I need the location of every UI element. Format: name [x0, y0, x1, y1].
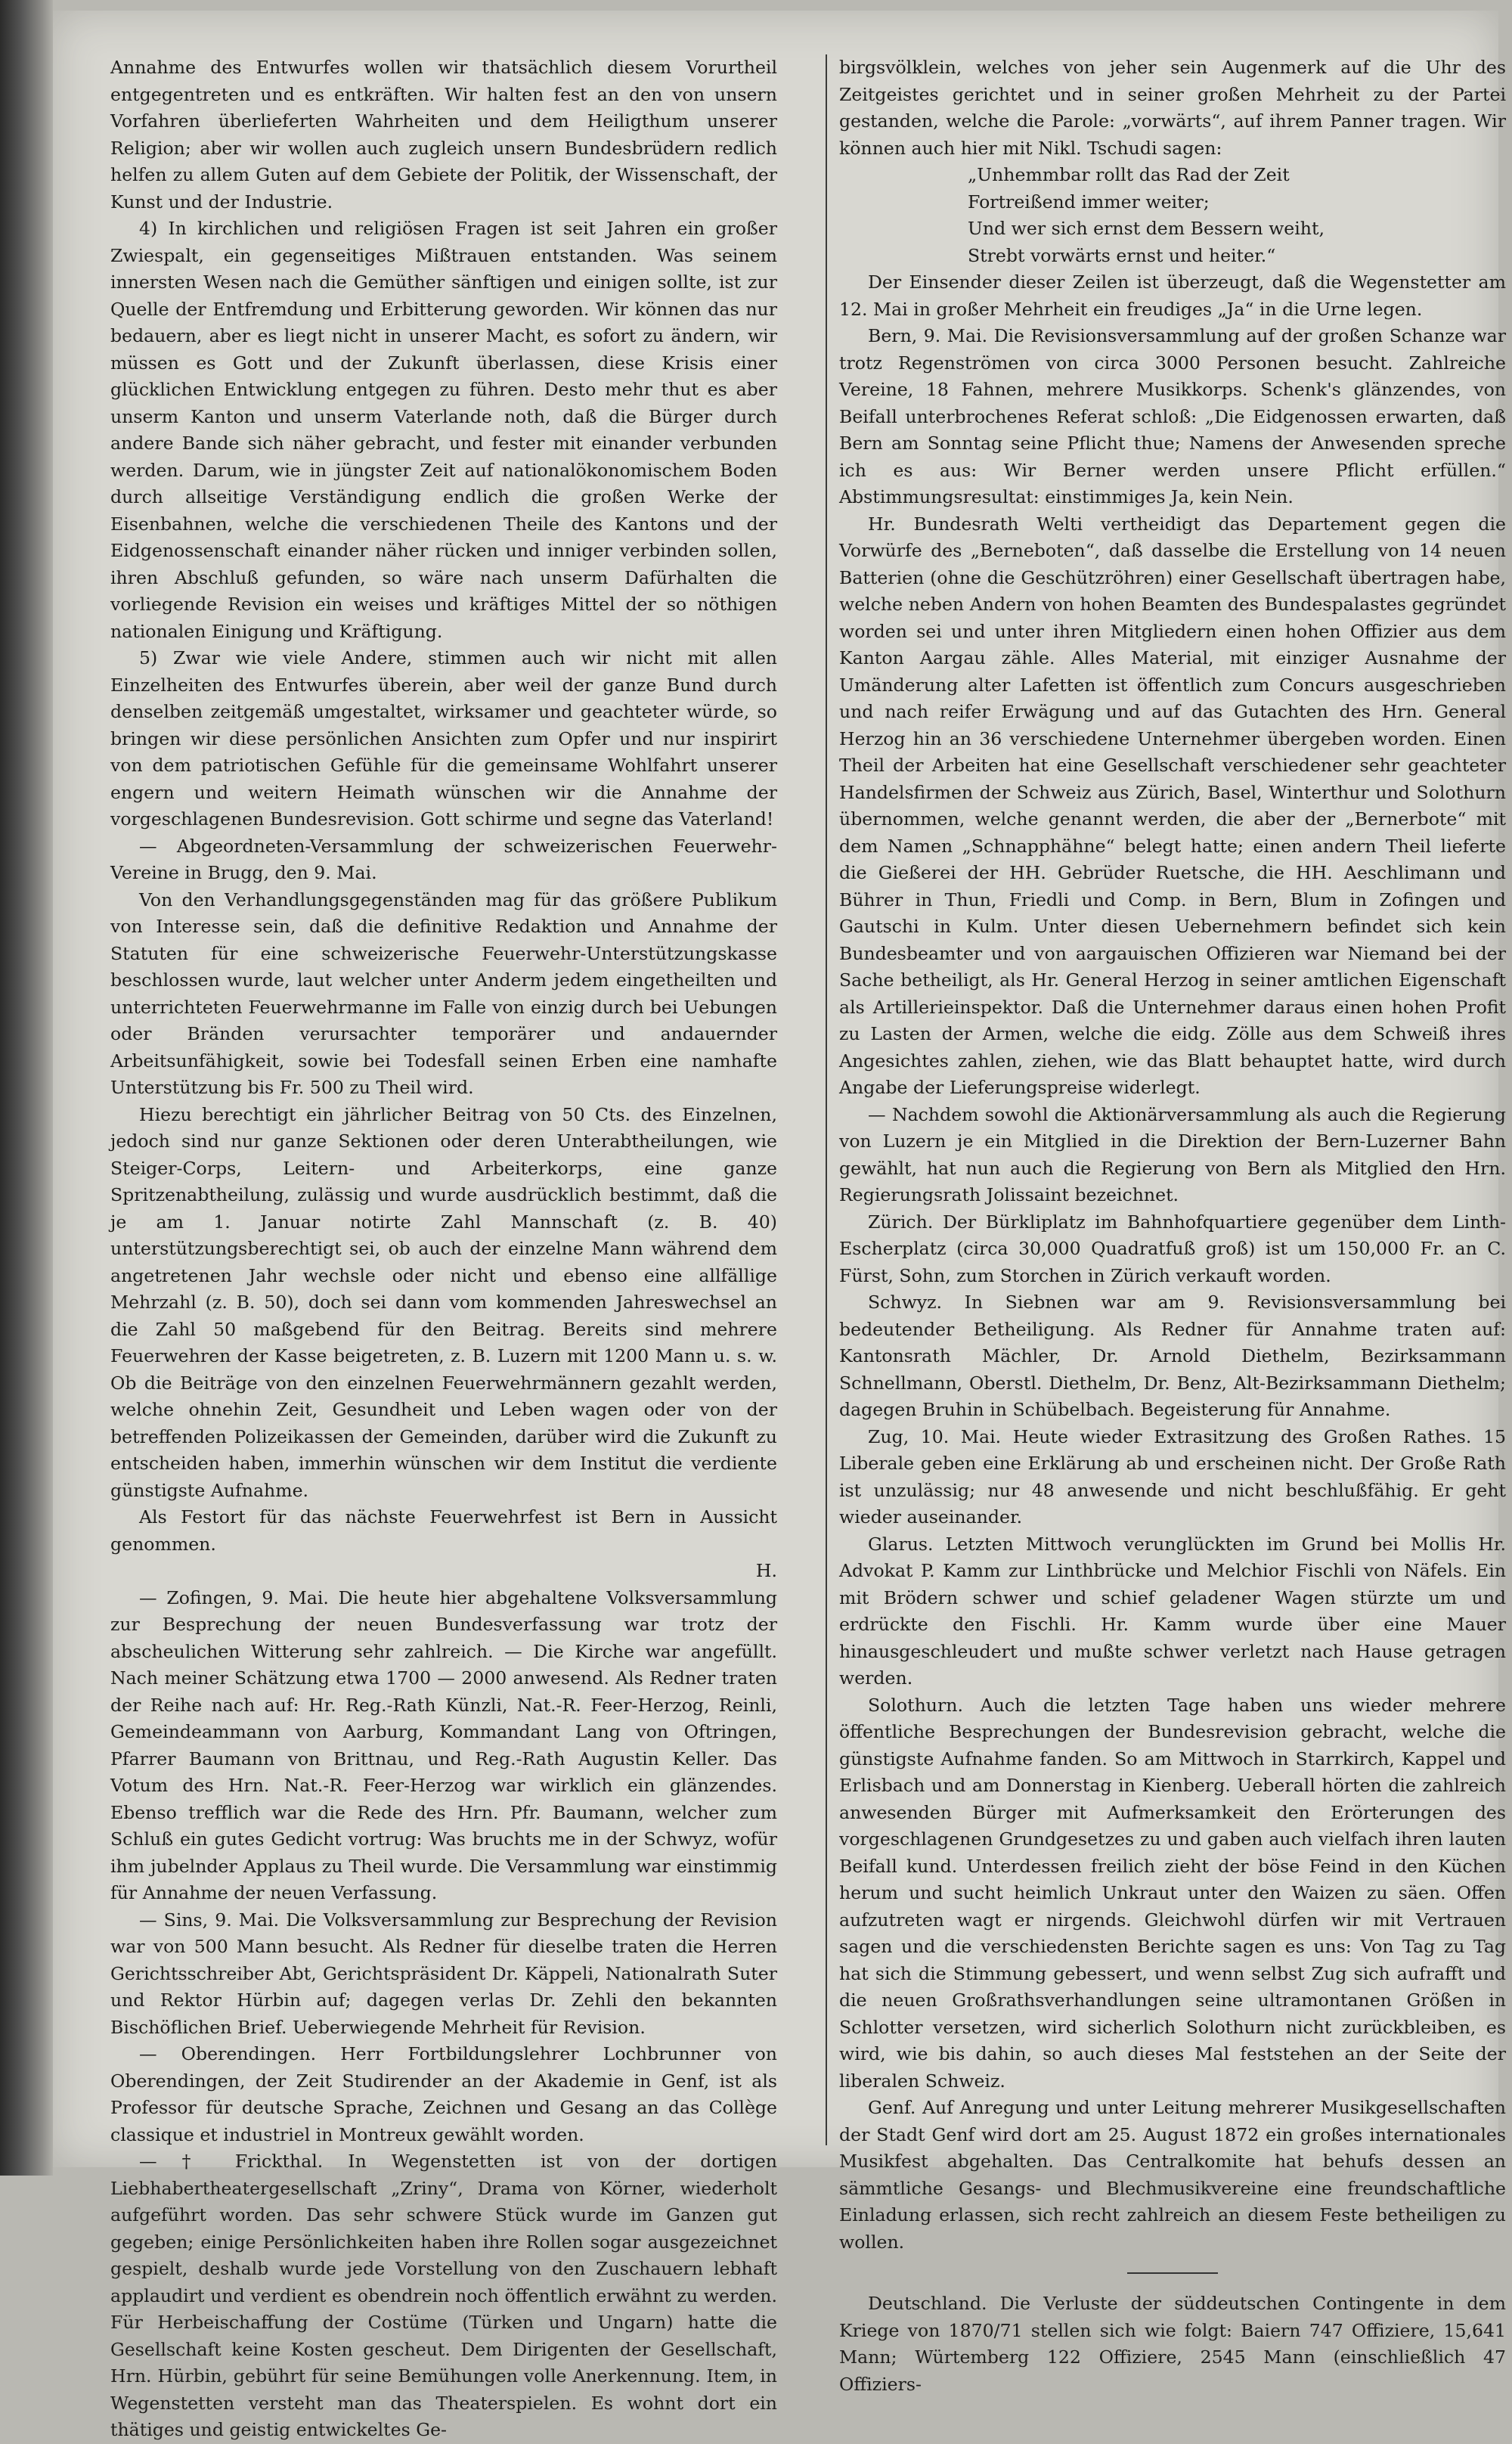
paragraph: Bern, 9. Mai. Die Revisionsversammlung auf der großen Schanze war trotz Regenströmen von circa 3000 Personen besucht. Zahlreiche Vereine, 18 Fahnen, mehrere Musikkorps. Schenk's glänzendes, von Beifall unterbrochenes Referat schloß: „Die Eidgenossen erwarten, daß Bern am Sonntag seine Pflicht thue; Namens der Anwesenden spreche ich es aus: Wir Berner werden unsere Pflicht erfüllen.“ Abstimmungsresultat: einstimmiges Ja, kein Nein.: [839, 325, 1506, 507]
paragraph: — Abgeordneten-Versammlung der schweizerischen Feuerwehr-Vereine in Brugg, den 9. Mai.: [110, 835, 777, 883]
paragraph: Schwyz. In Siebnen war am 9. Revisionsversammlung bei bedeutender Betheiligung. Als Redner für Annahme traten auf: Kantonsrath Mächler, Dr. Arnold Diethelm, Bezirksammann Schnellmann, Oberstl. Diethelm, Dr. Benz, Alt-Bezirksammann Diethelm; dagegen Bruhin in Schübelbach. Begeisterung für Annahme.: [839, 1292, 1506, 1420]
paragraph: — Sins, 9. Mai. Die Volksversammlung zur Besprechung der Revision war von 500 Mann besucht. Als Redner für dieselbe traten die Herren Gerichtsschreiber Abt, Gerichtspräsident Dr. Käppeli, Nationalrath Suter und Rektor Hürbin auf; dagegen verlas Dr. Zehli den bekannten Bischöflichen Brief. Ueberwiegende Mehrheit für Revision.: [110, 1909, 777, 2038]
verse-line: Und wer sich ernst dem Bessern weiht,: [968, 218, 1325, 239]
paragraph: Deutschland. Die Verluste der süddeutschen Contingente in dem Kriege von 1870/71 stellen sich wie folgt: Baiern 747 Offiziere, 15,641 Mann; Würtemberg 122 Offiziere, 2545 Mann (einschließlich 47 Offiziers-: [839, 2293, 1506, 2395]
paragraph: Hr. Bundesrath Welti vertheidigt das Departement gegen die Vorwürfe des „Berneboten“, daß dasselbe die Erstellung von 14 neuen Batterien (ohne die Geschützröhren) einer Gesellschaft übertragen habe, welche neben Andern von hohen Beamten des Bundespalastes gegründet worden sei und unter ihren Mitgliedern einen hohen Offizier aus dem Kanton Aargau zähle. Alles Material, mit einziger Ausnahme der Umänderung alter Lafetten ist öffentlich zum Concurs ausgeschrieben und nach reifer Erwägung und auf das Gutachten des Hrn. General Herzog hin an 36 verschiedene Unternehmer übergeben worden. Einen Theil der Arbeiten hat eine Gesellschaft verschiedener sehr geachteter Handelsfirmen der Schweiz aus Zürich, Basel, Winterthur und Solothurn übernommen, welche genannt werden, die aber der „Bernerbote“ mit dem Namen „Schnapphähne“ belegt hatte; einen andern Theil lieferte die Gießerei der HH. Gebrüder Ruetsche, die HH. Aeschlimann und Bührer in Thun, Friedli und Comp. in Bern, Blum in Zofingen und Gautschi in Kulm. Unter diesen Uebernehmern befindet sich kein Bundesbeamter und von aargauischen Offizieren war Niemand bei der Sache betheiligt, als Hr. General Herzog in seiner amtlichen Eigenschaft als Artillerieinspektor. Daß die Unternehmer daraus einen hohen Profit zu Lasten der Armen, welche die eidg. Zölle aus dem Schweiß ihres Angesichtes zahlen, ziehen, wie das Blatt behauptet hatte, wird durch Angabe der Lieferungspreise widerlegt.: [839, 513, 1506, 1098]
paragraph: Genf. Auf Anregung und unter Leitung mehrerer Musikgesellschaften der Stadt Genf wird dort am 25. August 1872 ein großes internationales Musikfest abgehalten. Das Centralkomite hat behufs dessen an sämmtliche Gesangs- und Blechmusikvereine eine freundschaftliche Einladung erlassen, sich recht zahlreich an diesem Feste betheiligen zu wollen.: [839, 2097, 1506, 2253]
paragraph: 5) Zwar wie viele Andere, stimmen auch wir nicht mit allen Einzelheiten des Entwurfes überein, aber weil der ganze Bund durch denselben zeitgemäß umgestaltet, wirksamer und geachteter würde, so bringen wir diese persönlichen Ansichten zum Opfer und nur inspirirt von dem patriotischen Gefühle für die gemeinsame Wohlfahrt unserer engern und weitern Heimath wünschen wir die Annahme der vorgeschlagenen Bundesrevision. Gott schirme und segne das Vaterland!: [110, 647, 777, 830]
paragraph: — † Frickthal. In Wegenstetten ist von der dortigen Liebhabertheatergesellschaft „Zriny“, Drama von Körner, wiederholt aufgeführt worden. Das sehr schwere Stück wurde im Ganzen gut gegeben; einige Persönlichkeiten haben ihre Rollen sogar ausgezeichnet gespielt, deshalb wurde jede Vorstellung von den Zuschauern lebhaft applaudirt und verdient es obendrein noch öffentlich erwähnt zu werden. Für Herbeischaffung der Costüme (Türken und Ungarn) hatte die Gesellschaft keine Kosten gescheut. Dem Dirigenten der Gesellschaft, Hrn. Hürbin, gebührt für seine Bemühungen volle Anerkennung. Item, in Wegenstetten versteht man das Theaterspielen. Es wohnt dort ein thätiges und geistig entwickeltes Ge-: [110, 2151, 777, 2440]
paragraph: — Nachdem sowohl die Aktionärversammlung als auch die Regierung von Luzern je ein Mitglied in die Direktion der Bern-Luzerner Bahn gewählt, hat nun auch die Regierung von Bern als Mitglied den Hrn. Regierungsrath Jolissaint bezeichnet.: [839, 1103, 1506, 1205]
verse-line: Strebt vorwärts ernst und heiter.“: [968, 244, 1276, 266]
right-column: [839, 54, 1506, 2395]
column-divider: [826, 54, 827, 2145]
paragraph: Der Einsender dieser Zeilen ist überzeugt, daß die Wegenstetter am 12. Mai in großer Mehrheit ein freudiges „Ja“ in die Urne legen.: [839, 271, 1506, 320]
paragraph: — Oberendingen. Herr Fortbildungslehrer Lochbrunner von Oberendingen, der Zeit Studirender an der Akademie in Genf, ist als Professor für deutsche Sprache, Zeichnen und Gesang an das Collège classique et industriel in Montreux gewählt worden.: [110, 2043, 777, 2145]
paragraph: Glarus. Letzten Mittwoch verunglückten im Grund bei Mollis Hr. Advokat P. Kamm zur Linthbrücke und Melchior Fischli von Näfels. Ein mit Brödern schwer und schief geladener Wagen stürzte um und erdrückte den Fischli. Hr. Kamm wurde über eine Mauer hinausgeschleudert und mußte schwer verletzt nach Hause getragen werden.: [839, 1533, 1506, 1689]
paragraph: Solothurn. Auch die letzten Tage haben uns wieder mehrere öffentliche Besprechungen der Bundesrevision gebracht, welche die günstigste Aufnahme fanden. So am Mittwoch in Starrkirch, Kappel und Erlisbach und am Donnerstag in Kienberg. Ueberall hörten die zahlreich anwesenden Bürger mit Aufmerksamkeit den Erörterungen des vorgeschlagenen Grundgesetzes zu und gaben auch vielfach ihren lauten Beifall kund. Unterdessen freilich zieht der böse Feind in den Küchen herum und sucht heimlich Unkraut unter den Waizen zu säen. Offen aufzutreten wagt er nirgends. Gleichwohl dürfen wir mit Vertrauen sagen und die verschiedensten Berichte sagen es uns: Von Tag zu Tag hat sich die Stimmung gebessert, und wenn selbst Zug sich aufrafft und die neuen Großrathsverhandlungen seine ultramontanen Größen in Schlotter versetzen, wird sicherlich Solothurn nicht zurückbleiben, es wird, wie bis dahin, so auch dieses Mal feststehen an der Seite der liberalen Schweiz.: [839, 1694, 1506, 2092]
paragraph: — Zofingen, 9. Mai. Die heute hier abgehaltene Volksversammlung zur Besprechung der neuen Bundesverfassung war trotz der abscheulichen Witterung sehr zahlreich. — Die Kirche war angefüllt. Nach meiner Schätzung etwa 1700 — 2000 anwesend. Als Redner traten der Reihe nach auf: Hr. Reg.-Rath Künzli, Nat.-R. Feer-Herzog, Reinli, Gemeindeammann von Aarburg, Kommandant Lang von Oftringen, Pfarrer Baumann von Brittnau, und Reg.-Rath Augustin Keller. Das Votum des Hrn. Nat.-R. Feer-Herzog war wirklich ein glänzendes. Ebenso trefflich war die Rede des Hrn. Pfr. Baumann, welcher zum Schluß ein gutes Gedicht vortrug: Was bruchts me in der Schwyz, wofür ihm jubelnder Applaus zu Theil wurde. Die Versammlung war einstimmig für Annahme der neuen Verfassung.: [110, 1586, 777, 1903]
section-separator: [1127, 2272, 1218, 2274]
author-signature: H.: [755, 1560, 777, 1581]
verse-line: Fortreißend immer weiter;: [968, 191, 1210, 212]
quoted-verse: [968, 162, 1506, 269]
left-column: [110, 54, 777, 2440]
paragraph: Annahme des Entwurfes wollen wir thatsächlich diesem Vorurtheil entgegentreten und es entkräften. Wir halten fest an den von unsern Vorfahren überlieferten Wahrheiten und dem Heiligthum unserer Religion; aber wir wollen auch zugleich unsern Bundesbrüdern redlich helfen zu allem Guten auf dem Gebiete der Politik, der Wissenschaft, der Kunst und der Industrie.: [110, 57, 777, 212]
paragraph: Zürich. Der Bürkliplatz im Bahnhofquartiere gegenüber dem Linth-Escherplatz (circa 30,000 Quadratfuß groß) ist um 150,000 Fr. an C. Fürst, Sohn, zum Storchen in Zürich verkauft worden.: [839, 1211, 1506, 1286]
paragraph: Hiezu berechtigt ein jährlicher Beitrag von 50 Cts. des Einzelnen, jedoch sind nur ganze Sektionen oder deren Unterabtheilungen, wie Steiger-Corps, Leitern- und Arbeiterkorps, eine ganze Spritzenabtheilung, zulässig und wurde ausdrücklich bestimmt, daß die je am 1. Januar notirte Zahl Mannschaft (z. B. 40) unterstützungsberechtigt sei, ob auch der einzelne Mann während dem angetretenen Jahr wechsle oder nicht und ebenso eine allfällige Mehrzahl (z. B. 50), doch sei dann vom kommenden Jahreswechsel an die Zahl 50 maßgebend für den Beitrag. Bereits sind mehrere Feuerwehren der Kasse beigetreten, z. B. Luzern mit 1200 Mann u. s. w. Ob die Beiträge von den einzelnen Feuerwehrmännern gezahlt werden, welche ohnehin Zeit, Gesundheit und Leben wagen oder von der betreffenden Polizeikassen der Gemeinden, darüber wird die Zukunft zu entscheiden haben, immerhin wünschen wir dem Institut die verdiente günstigste Aufnahme.: [110, 1103, 777, 1501]
paragraph: Von den Verhandlungsgegenständen mag für das größere Publikum von Interesse sein, daß die definitive Redaktion und Annahme der Statuten für eine schweizerische Feuerwehr-Unterstützungskasse beschlossen wurde, laut welcher unter Anderm jedem eingetheilten und unterrichteten Feuerwehrmanne im Falle von einzig durch bei Uebungen oder Bränden verursachter temporärer und andauernder Arbeitsunfähigkeit, sowie bei Todesfall seinen Erben eine namhafte Unterstützung bis Fr. 500 zu Theil wird.: [110, 889, 777, 1098]
paragraph: Als Festort für das nächste Feuerwehrfest ist Bern in Aussicht genommen.: [110, 1506, 777, 1555]
paragraph: Zug, 10. Mai. Heute wieder Extrasitzung des Großen Rathes. 15 Liberale geben eine Erklärung ab und erscheinen nicht. Der Große Rath ist unzulässig; nur 48 anwesende und nicht beschlußfähig. Er geht wieder auseinander.: [839, 1425, 1506, 1528]
paragraph: birgsvölklein, welches von jeher sein Augenmerk auf die Uhr des Zeitgeistes gerichtet und in seiner großen Mehrheit zu der Partei gestanden, welche die Parole: „vorwärts“, auf ihrem Panner tragen. Wir können auch hier mit Nikl. Tschudi sagen:: [839, 57, 1506, 159]
paragraph: 4) In kirchlichen und religiösen Fragen ist seit Jahren ein großer Zwiespalt, ein gegenseitiges Mißtrauen entstanden. Was seinem innersten Wesen nach die Gemüther sänftigen und einigen sollte, ist zur Quelle der Entfremdung und Erbitterung geworden. Wir können das nur bedauern, aber es liegt nicht in unserer Macht, es sofort zu ändern, wir müssen es Gott und der Zukunft überlassen, diese Krisis einer glücklichen Entwicklung entgegen zu führen. Desto mehr thut es aber unserm Kanton und unserm Vaterlande noth, daß die Bürger durch andere Bande sich näher gebracht, und fester mit einander verbunden werden. Darum, wie in jüngster Zeit auf nationalökonomischem Boden durch allseitige Verständigung endlich die großen Werke der Eisenbahnen, welche die verschiedenen Theile des Kantons und der Eidgenossenschaft einander näher rücken und inniger verbinden sollen, ihren Abschluß gefunden, so wäre nach unserm Dafürhalten die vorliegende Revision ein weises und kräftiges Mittel der so nöthigen nationalen Einigung und Kräftigung.: [110, 218, 777, 642]
book-spine: [0, 0, 53, 2176]
verse-line: „Unhemmbar rollt das Rad der Zeit: [968, 164, 1290, 185]
